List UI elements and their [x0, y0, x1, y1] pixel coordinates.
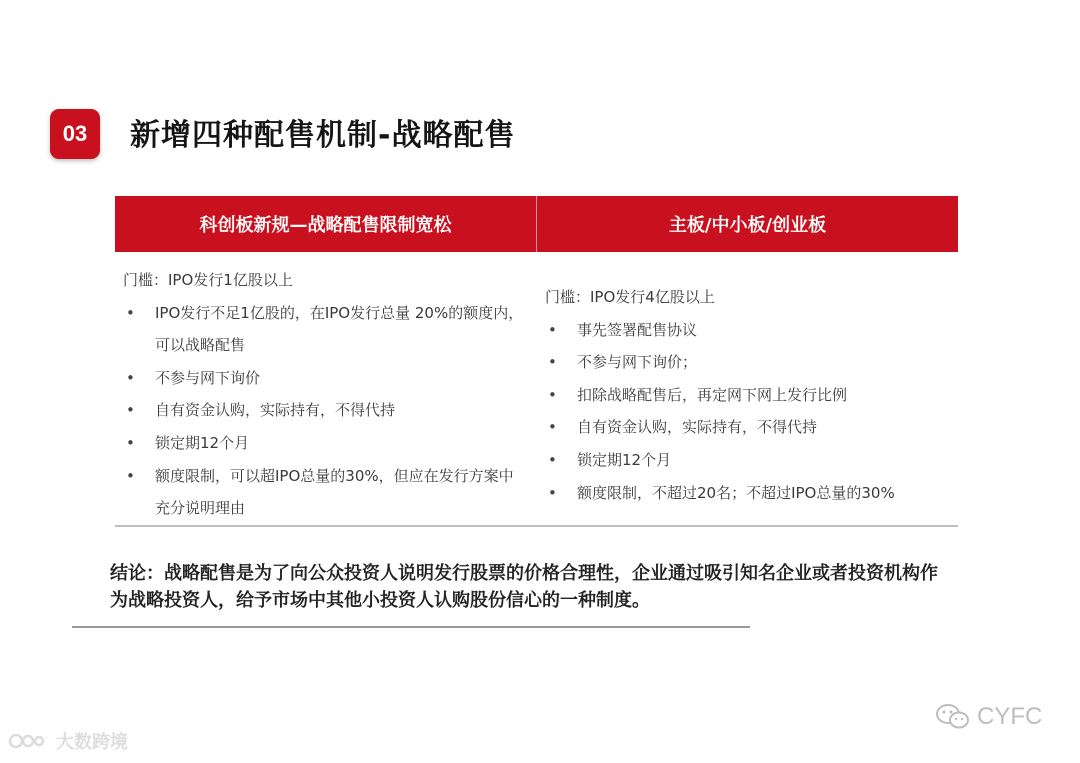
bullet-icon: • — [126, 466, 135, 485]
list-item-text: 锁定期12个月 — [155, 433, 250, 452]
list-item — [123, 460, 528, 525]
list-item — [545, 346, 955, 379]
table-header — [115, 196, 958, 252]
section-number-badge: 03 — [50, 109, 100, 159]
conclusion-text: 结论：战略配售是为了向公众投资人说明发行股票的价格合理性，企业通过吸引知名企业或者投资机构作为战略投资人，给予市场中其他小投资人认购股份信心的一种制度。 — [110, 563, 938, 611]
star-market-list — [123, 297, 528, 525]
bullet-icon: • — [126, 303, 135, 322]
list-item — [545, 314, 955, 347]
list-item-text: 扣除战略配售后，再定网下网上发行比例 — [577, 385, 848, 404]
bullet-icon: • — [126, 401, 135, 420]
list-item-text: 事先签署配售协议 — [577, 320, 698, 339]
list-item — [545, 379, 955, 412]
star-market-threshold: 门槛：IPO发行1亿股以上 — [123, 271, 293, 289]
list-item — [545, 411, 955, 444]
list-item-text: 不参与网下询价； — [577, 353, 698, 372]
bullet-icon: • — [126, 433, 135, 452]
watermark-left-text: 大数跨境 — [56, 732, 128, 753]
bullet-icon: • — [548, 418, 557, 437]
bullet-icon: • — [548, 483, 557, 502]
list-item-text: 不参与网下询价 — [155, 368, 261, 387]
bullet-icon: • — [548, 320, 557, 339]
wechat-icon — [935, 702, 971, 732]
list-item — [545, 477, 955, 510]
header-main-board: 主板/中小板/创业板 — [668, 215, 827, 236]
list-item — [123, 394, 528, 427]
conclusion-divider — [72, 626, 750, 628]
list-item-text: 锁定期12个月 — [577, 450, 672, 469]
main-board-list — [545, 314, 955, 510]
header-star-market: 科创板新规—战略配售限制宽松 — [115, 196, 537, 252]
main-board-column — [545, 281, 955, 509]
list-item-text: 额度限制，可以超IPO总量的30%，但应在发行方案中充分说明理由 — [155, 466, 514, 518]
page-title: 新增四种配售机制-战略配售 — [130, 118, 516, 153]
watermark-left — [8, 728, 128, 754]
bullet-icon: • — [548, 385, 557, 404]
watermark-right-text: CYFC — [977, 703, 1043, 730]
list-item-text: IPO发行不足1亿股的，在IPO发行总量 20%的额度内，可以战略配售 — [155, 303, 524, 355]
bullet-icon: • — [548, 353, 557, 372]
list-item — [545, 444, 955, 477]
list-item-text: 自有资金认购，实际持有，不得代持 — [155, 401, 396, 420]
main-board-threshold: 门槛：IPO发行4亿股以上 — [545, 288, 715, 306]
watermark-logo-icon — [8, 730, 50, 752]
list-item — [123, 362, 528, 395]
table-bottom-divider — [115, 525, 958, 527]
bullet-icon: • — [126, 368, 135, 387]
list-item-text: 额度限制，不超过20名；不超过IPO总量的30% — [577, 483, 895, 502]
bullet-icon: • — [548, 450, 557, 469]
list-item — [123, 427, 528, 460]
list-item-text: 自有资金认购，实际持有，不得代持 — [577, 418, 818, 437]
list-item — [123, 297, 528, 362]
watermark-right — [935, 702, 1042, 732]
star-market-column — [123, 264, 528, 525]
